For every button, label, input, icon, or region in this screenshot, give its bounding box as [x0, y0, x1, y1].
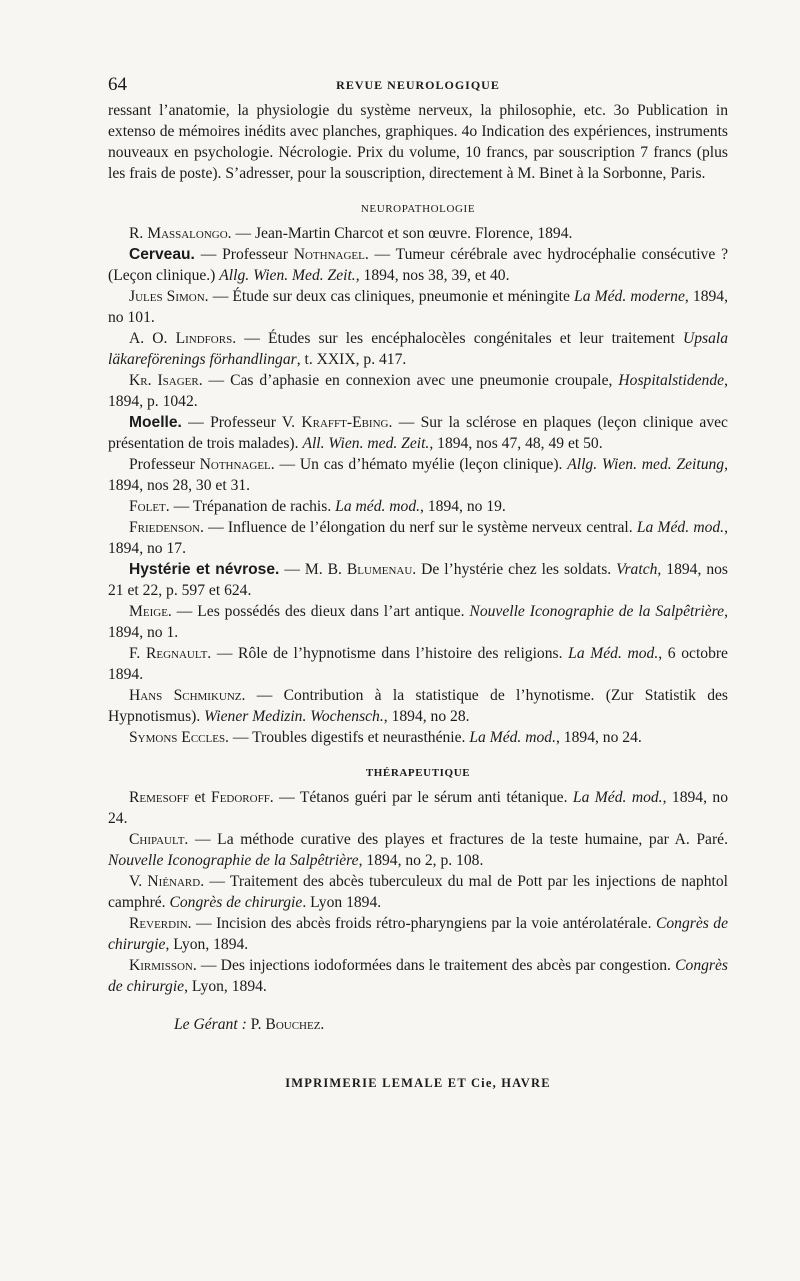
section-heading-therapeutique: THÉRAPEUTIQUE	[365, 767, 471, 779]
signature: Le Gérant : P. Bouchez.	[174, 1016, 325, 1033]
entry: Meige. — Les possédés des dieux dans l’art antique. Nouvelle Iconographie de la Salpêtrière, 1894, no 1.	[108, 603, 728, 641]
entry: Hystérie et névrose. — M. B. Blumenau. De l’hystérie chez les soldats. Vratch, 1894, nos 21 et 22, p. 597 et 624.	[108, 561, 728, 599]
section-heading-neuropathologie: NEUROPATHOLOGIE	[360, 203, 476, 215]
entry: R. Massalongo. — Jean-Martin Charcot et son œuvre. Florence, 1894.	[129, 225, 573, 242]
page	[108, 72, 728, 1091]
printer-imprint: IMPRIMERIE LEMALE ET Cie, HAVRE	[285, 1076, 551, 1090]
entry: Moelle. — Professeur V. Krafft-Ebing. — Sur la sclérose en plaques (leçon clinique avec présentation de trois malades). All. Wien. med. Zeit., 1894, nos 47, 48, 49 et 50.	[108, 414, 728, 452]
intro-paragraph: ressant l’anatomie, la physiologie du système nerveux, la philosophie, etc. 3o Publication in extenso de mémoires inédits avec planches, graphiques. 4o Indication des expériences, instruments nouveaux en psychologie. Nécrologie. Prix du volume, 10 francs, par souscription 7 francs (plus les frais de poste). S’adresser, pour la souscription, directement à M. Binet à la Sorbonne, Paris.	[108, 102, 728, 182]
entry: Jules Simon. — Étude sur deux cas cliniques, pneumonie et méningite La Méd. moderne, 1894, no 101.	[108, 288, 728, 326]
entry: A. O. Lindfors. — Études sur les encéphalocèles congénitales et leur traitement Upsala läkareförenings förhandlingar, t. XXIX, p. 417.	[108, 330, 728, 368]
entry: V. Niénard. — Traitement des abcès tuberculeux du mal de Pott par les injections de naphtol camphré. Congrès de chirurgie. Lyon 1894.	[108, 873, 728, 911]
entry: Hans Schmikunz. — Contribution à la statistique de l’hynotisme. (Zur Statistik des Hypnotismus). Wiener Medizin. Wochensch., 1894, no 28.	[108, 687, 728, 725]
running-head	[108, 72, 728, 100]
entry: Reverdin. — Incision des abcès froids rétro-pharyngiens par la voie antérolatérale. Congrès de chirurgie, Lyon, 1894.	[108, 915, 729, 953]
entry: Kr. Isager. — Cas d’aphasie en connexion avec une pneumonie croupale, Hospitalstidende, 1894, p. 1042.	[108, 372, 728, 410]
page-number: 64	[108, 74, 127, 95]
entry: Professeur Nothnagel. — Un cas d’hémato myélie (leçon clinique). Allg. Wien. med. Zeitung, 1894, nos 28, 30 et 31.	[108, 456, 729, 494]
entry: Kirmisson. — Des injections iodoformées dans le traitement des abcès par congestion. Congrès de chirurgie, Lyon, 1894.	[108, 957, 728, 995]
entry: Cerveau. — Professeur Nothnagel. — Tumeur cérébrale avec hydrocéphalie consécutive ? (Leçon clinique.) Allg. Wien. Med. Zeit., 1894, nos 38, 39, et 40.	[108, 246, 728, 284]
entry: Symons Eccles. — Troubles digestifs et neurasthénie. La Méd. mod., 1894, no 24.	[129, 729, 642, 746]
entry: Remesoff et Fedoroff. — Tétanos guéri par le sérum anti tétanique. La Méd. mod., 1894, no 24.	[108, 789, 728, 827]
entry: Friedenson. — Influence de l’élongation du nerf sur le système nerveux central. La Méd. mod., 1894, no 17.	[108, 519, 728, 557]
topic-keyword: Cerveau.	[129, 246, 195, 263]
journal-title: REVUE NEUROLOGIQUE	[336, 78, 500, 92]
entry: F. Regnault. — Rôle de l’hypnotisme dans l’histoire des religions. La Méd. mod., 6 octobre 1894.	[108, 645, 728, 683]
topic-keyword: Moelle.	[129, 414, 182, 431]
topic-keyword: Hystérie et névrose.	[129, 561, 280, 578]
entry: Folet. — Trépanation de rachis. La méd. mod., 1894, no 19.	[129, 498, 506, 515]
entry: Chipault. — La méthode curative des playes et fractures de la teste humaine, par A. Paré. Nouvelle Iconographie de la Salpêtrière, 1894, no 2, p. 108.	[108, 831, 728, 869]
